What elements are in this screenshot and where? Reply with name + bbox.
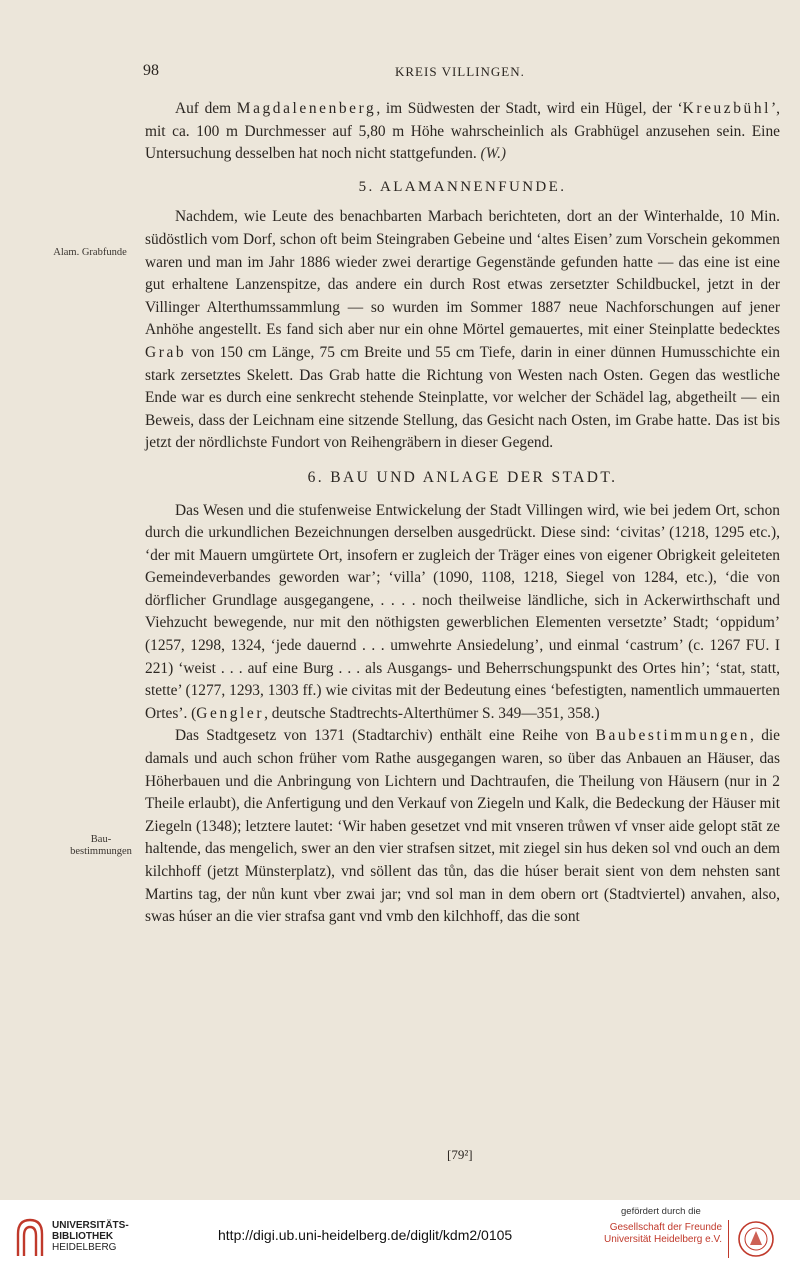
margin-note-baubestimmungen: Bau-bestimmungen bbox=[70, 834, 132, 857]
page-body bbox=[145, 98, 780, 929]
paragraph-magdalenenberg: Auf dem Magdalenenberg, im Südwesten der Stadt, wird ein Hügel, der ‘Kreuzbühl’, mit ca. 100 m Durchmesser auf 5,80 m Höhe wahrscheinlich als Grabhügel anzusehen sein. Eine Untersuchung desselben hat noch nicht stattgefunden. (W.) bbox=[145, 100, 780, 163]
spaced-name-magdalenenberg: Magdalenenberg bbox=[236, 100, 377, 117]
library-logo-icon bbox=[14, 1216, 46, 1258]
paragraph-wesen-der-stadt: Das Wesen und die stufenweise Entwickelung der Stadt Villingen wird, wie bei jedem Ort, schon durch die urkundlichen Bezeichnungen derselben ausgedrückt. Diese sind: ‘civitas’ (1218, 1295 etc.), ‘der mit Mauern umgürtete Ort, insofern er zugleich der Träger eines von eigener Obrigkeit geleiteten Gemeindeverbandes geworden war’; ‘villa’ (1090, 1108, 1218, Siegel von 1284, etc.), ‘die von dörflicher Grundlage ausgegangene, . . . . noch theilweise ländliche, sich in Ackerwirthschaft und Viehzucht bewegende, nur mit den nöthigsten gewerblichen Elementen versetzte’ Stadt; ‘oppidum’ (1257, 1298, 1324, ‘jede dauernd . . . umwehrte Ansiedelung’, und einmal ‘castrum’ (c. 1267 FU. I 221) ‘weist . . . auf eine Burg . . . als Ausgangs- und Beherrschungspunkt des Ortes hin’; ‘stat, statt, stette’ (1277, 1293, 1303 ff.) wie civitas mit der Bedeutung eines ‘befestigten, namentlich ummauerten Ortes’. (Gengler, deutsche Stadtrechts-Alterthümer S. 349—351, 358.) bbox=[145, 501, 780, 722]
sponsor-seal-icon bbox=[737, 1220, 775, 1258]
permalink-url[interactable]: http://digi.ub.uni-heidelberg.de/diglit/kdm2/0105 bbox=[218, 1227, 513, 1243]
page-mark: [79²] bbox=[447, 1147, 473, 1162]
spaced-name-kreuzbuehl: Kreuzbühl bbox=[682, 100, 771, 117]
page-header bbox=[143, 62, 780, 84]
margin-note-alamannen: Alam. Grabfunde bbox=[53, 247, 127, 258]
paragraph-alamannenfunde: Nachdem, wie Leute des benachbarten Marbach berichteten, dort an der Winterhalde, 10 Min. südöstlich vom Dorf, schon oft beim Steingraben Gebeine und ‘altes Eisen’ zum Vorschein gekommen waren und man im Jahr 1886 wieder zwei derartige Gegenstände gefunden hatte — das eine ist eine gut erhaltene Lanzenspitze, das andere ein durch Rost etwas zersetzter Schildbuckel, jetzt in der Villinger Alterthumssammlung — so wurden im Sommer 1887 neue Nachforschungen auf jener Anhöhe angestellt. Es fand sich aber nur ein ohne Mörtel gemauertes, mit einer Steinplatte bedecktes Grab von 150 cm Länge, 75 cm Breite und 55 cm Tiefe, darin in einer dünnen Humusschichte ein stark zersetztes Skelett. Das Grab hatte die Richtung von Westen nach Osten. Gegen das westliche Ende war es durch eine senkrecht stehende Steinplatte, vor welcher der Schädel lag, abgetheilt — ein Beweis, dass der Leichnam eine sitzende Stellung, das Gesicht nach Osten, im Grabe hatte. Das ist bis jetzt der nördlichste Fundort von Reihengräbern in dieser Gegend. bbox=[145, 208, 780, 452]
sponsor-name: Gesellschaft der Freunde Universität Heidelberg e.V. bbox=[603, 1222, 722, 1245]
spaced-name-gengler: Gengler bbox=[196, 704, 265, 722]
section-heading-bau-und-anlage: 6. BAU UND ANLAGE DER STADT. bbox=[307, 468, 618, 486]
sponsor-label: gefördert durch die bbox=[621, 1206, 701, 1217]
page-number: 98 bbox=[143, 62, 159, 79]
sponsor-divider bbox=[728, 1220, 729, 1258]
footer-bar bbox=[0, 1200, 800, 1269]
handwritten-note: (W.) bbox=[480, 145, 507, 163]
spaced-word-grab: Grab bbox=[145, 343, 187, 361]
spaced-word-baubestimmungen: Baubestimmungen bbox=[595, 727, 751, 745]
library-name: UNIVERSITÄTS- BIBLIOTHEK HEIDELBERG bbox=[52, 1220, 129, 1253]
running-title: KREIS VILLINGEN. bbox=[395, 64, 525, 79]
section-heading-alamannenfunde: 5. ALAMANNENFUNDE. bbox=[358, 178, 567, 195]
paragraph-stadtgesetz: Das Stadtgesetz von 1371 (Stadtarchiv) enthält eine Reihe von Baubestimmungen, die damals und auch schon früher vom Rathe ausgegangen waren, so über das Anbauen an Häuser, das Höherbauen und die Anbringung von Lichtern und Dachtraufen, die Theilung von Häusern (nur in 2 Theile erlaubt), die Anfertigung und den Verkauf von Ziegeln und Kalk, die Bedeckung der Häuser mit Ziegeln (1348); letztere lautet: ‘Wir haben gesetzet vnd mit vnseren trůwen vf vnser aide gelopt stāt ze haltende, das mengelich, swer an den vier strafsen sitzet, mit ziegel sin hus deken sol vnd ouch an dem kilchhoff (jetzt Münsterplatz), vnd söllent das tůn, das die húser berait sient von dem nehsten sant Martins tag, der nůn kunt vber zwai jar; vnd sol man in dem obern ort (Stadtviertel) anvahen, also, swas húser an die vier strafsa gant vnd vmb den kilchhoff, das die sont bbox=[145, 727, 780, 926]
